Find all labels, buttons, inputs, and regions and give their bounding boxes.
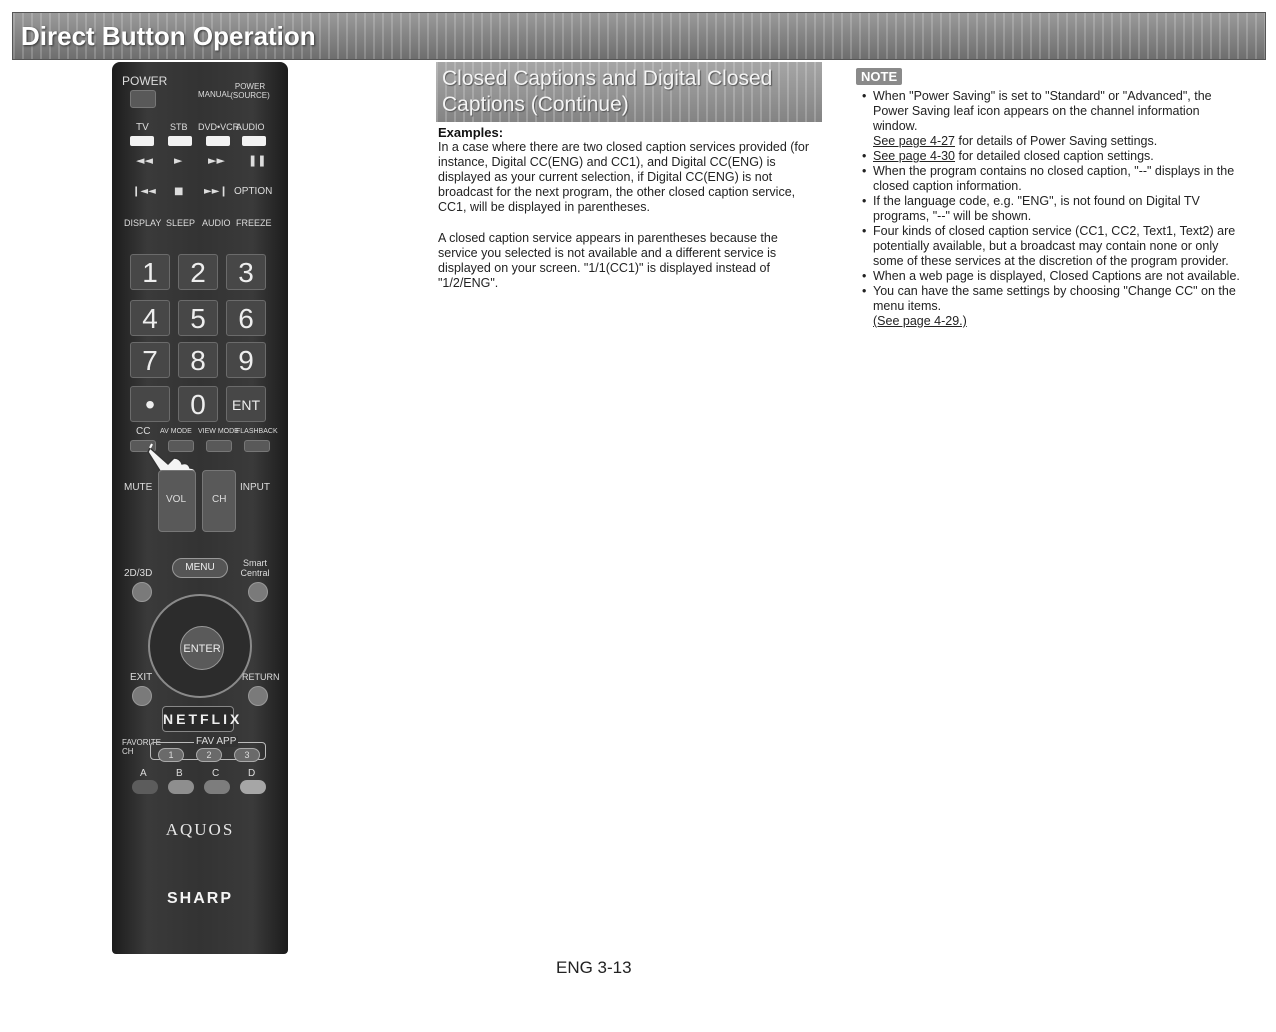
page-link-4-29[interactable]: (See page 4-29.) xyxy=(873,314,967,328)
header-bar xyxy=(12,12,1266,60)
stb-button xyxy=(168,136,192,146)
section-title-bar xyxy=(436,62,822,122)
cc-label: CC xyxy=(136,426,151,437)
a-button xyxy=(132,780,158,794)
option-label: OPTION xyxy=(234,186,273,197)
page-number: ENG 3-13 xyxy=(556,958,632,977)
number-key-0: 0 xyxy=(178,386,218,422)
note-item-text: You can have the same settings by choosing "Change CC" on the menu items. xyxy=(873,284,1236,313)
skip-forward-icon: ►►❙ xyxy=(204,186,228,197)
note-item: • If the language code, e.g. "ENG", is not found on Digital TV programs, "--" will be shown. xyxy=(860,194,1240,224)
note-item-text: When "Power Saving" is set to "Standard" or "Advanced", the Power Saving leaf icon appears on the channel information window. xyxy=(873,89,1212,133)
remote-control-illustration xyxy=(112,62,288,954)
sleep-label: SLEEP xyxy=(166,218,196,228)
power-label: POWER xyxy=(122,74,168,88)
dot-key: • xyxy=(130,386,170,422)
display-label: DISPLAY xyxy=(124,218,162,228)
av-mode-label: AV MODE xyxy=(160,428,192,435)
aquos-logo: AQUOS xyxy=(165,820,235,839)
number-key-4: 4 xyxy=(130,300,170,336)
fav-app-2-button: 2 xyxy=(196,748,222,762)
source-dvd-label: DVD•VCR xyxy=(198,122,240,132)
number-key-1: 1 xyxy=(130,254,170,290)
vol-label: VOL xyxy=(166,494,187,505)
fast-forward-icon: ►► xyxy=(208,154,225,167)
note-list xyxy=(860,89,1240,329)
freeze-label: FREEZE xyxy=(236,218,272,228)
source-stb-label: STB xyxy=(170,122,188,132)
manual-label: MANUAL xyxy=(198,90,232,99)
page-link-4-27[interactable]: See page 4-27 xyxy=(873,134,956,148)
dvd-button xyxy=(206,136,230,146)
smart-central-button xyxy=(248,582,268,602)
section-title: Closed Captions and Digital Closed Captions (Continue) xyxy=(442,67,773,116)
tv-button xyxy=(130,136,154,146)
b-label: B xyxy=(176,768,183,779)
pause-icon: ❚❚ xyxy=(248,154,267,167)
favorite-ch-label: FAVORITE CH xyxy=(122,738,161,756)
b-button xyxy=(168,780,194,794)
c-button xyxy=(204,780,230,794)
c-label: C xyxy=(212,768,220,779)
view-mode-label: VIEW MODE xyxy=(198,428,239,435)
fav-app-1-button: 1 xyxy=(158,748,184,762)
note-item xyxy=(860,89,1240,149)
view-mode-button xyxy=(206,440,232,452)
2d3d-button xyxy=(132,582,152,602)
exit-button xyxy=(132,686,152,706)
netflix-button: NETFLIX xyxy=(162,706,234,732)
number-key-9: 9 xyxy=(226,342,266,378)
source-tv-label: TV xyxy=(136,122,149,133)
flashback-label: FLASHBACK xyxy=(236,428,278,435)
number-key-8: 8 xyxy=(178,342,218,378)
note-item-tail: for details of Power Saving settings. xyxy=(955,134,1158,148)
note-item: • When a web page is displayed, Closed Captions are not available. xyxy=(860,269,1240,284)
skip-back-icon: ❙◄◄ xyxy=(132,186,156,197)
ch-label: CH xyxy=(212,494,227,505)
fav-app-3-button: 3 xyxy=(234,748,260,762)
page-title: Direct Button Operation xyxy=(21,21,316,51)
sharp-logo: SHARP xyxy=(166,890,233,907)
2d3d-label: 2D/3D xyxy=(124,568,153,579)
examples-heading: Examples: xyxy=(438,125,504,140)
audio-label: AUDIO xyxy=(202,218,231,228)
mute-label: MUTE xyxy=(124,482,153,493)
directional-pad xyxy=(148,594,252,698)
note-item: • When the program contains no closed caption, "--" displays in the closed caption information. xyxy=(860,164,1240,194)
rewind-icon: ◄◄ xyxy=(136,154,153,167)
number-key-7: 7 xyxy=(130,342,170,378)
note-badge: NOTE xyxy=(856,68,902,85)
number-key-6: 6 xyxy=(226,300,266,336)
note-item-tail: for detailed closed caption settings. xyxy=(955,149,1154,163)
smart-central-label: Smart Central xyxy=(240,558,270,578)
return-label: RETURN xyxy=(242,672,280,682)
number-key-3: 3 xyxy=(226,254,266,290)
source-audio-label: AUDIO xyxy=(236,122,265,132)
power-source-label: POWER (SOURCE) xyxy=(230,82,270,100)
menu-button: MENU xyxy=(172,558,228,578)
stop-icon: ■ xyxy=(174,186,184,197)
play-icon: ► xyxy=(174,154,183,167)
exit-label: EXIT xyxy=(130,672,153,683)
input-label: INPUT xyxy=(240,482,270,493)
page-link-4-30[interactable]: See page 4-30 xyxy=(873,149,956,163)
fav-app-label: FAV APP xyxy=(196,736,237,747)
audio-source-button xyxy=(242,136,266,146)
a-label: A xyxy=(140,768,147,779)
d-label: D xyxy=(248,768,256,779)
ent-key: ENT xyxy=(226,386,266,422)
power-button xyxy=(130,90,156,108)
note-item: • Four kinds of closed caption service (CC1, CC2, Text1, Text2) are potentially available, but a broadcast may contain none or only some of these services at the discretion of the program provider. xyxy=(860,224,1240,269)
number-key-5: 5 xyxy=(178,300,218,336)
note-item xyxy=(860,284,1240,329)
examples-paragraph-2: A closed caption service appears in parentheses because the service you selected is not available and a different service is displayed on your screen. "1/1(CC1)" is displayed instead of "1/2/ENG". xyxy=(438,231,778,290)
return-button xyxy=(248,686,268,706)
number-key-2: 2 xyxy=(178,254,218,290)
d-button xyxy=(240,780,266,794)
examples-paragraph-1: In a case where there are two closed caption services provided (for instance, Digital CC(ENG) and CC1), and Digital CC(ENG) is displayed as your current selection, if Digital CC(ENG) is not broadcast for the next program, the other closed caption service, CC1, will be displayed in parentheses. xyxy=(438,140,810,214)
note-item xyxy=(860,149,1240,164)
flashback-button xyxy=(244,440,270,452)
enter-button: ENTER xyxy=(180,626,224,670)
